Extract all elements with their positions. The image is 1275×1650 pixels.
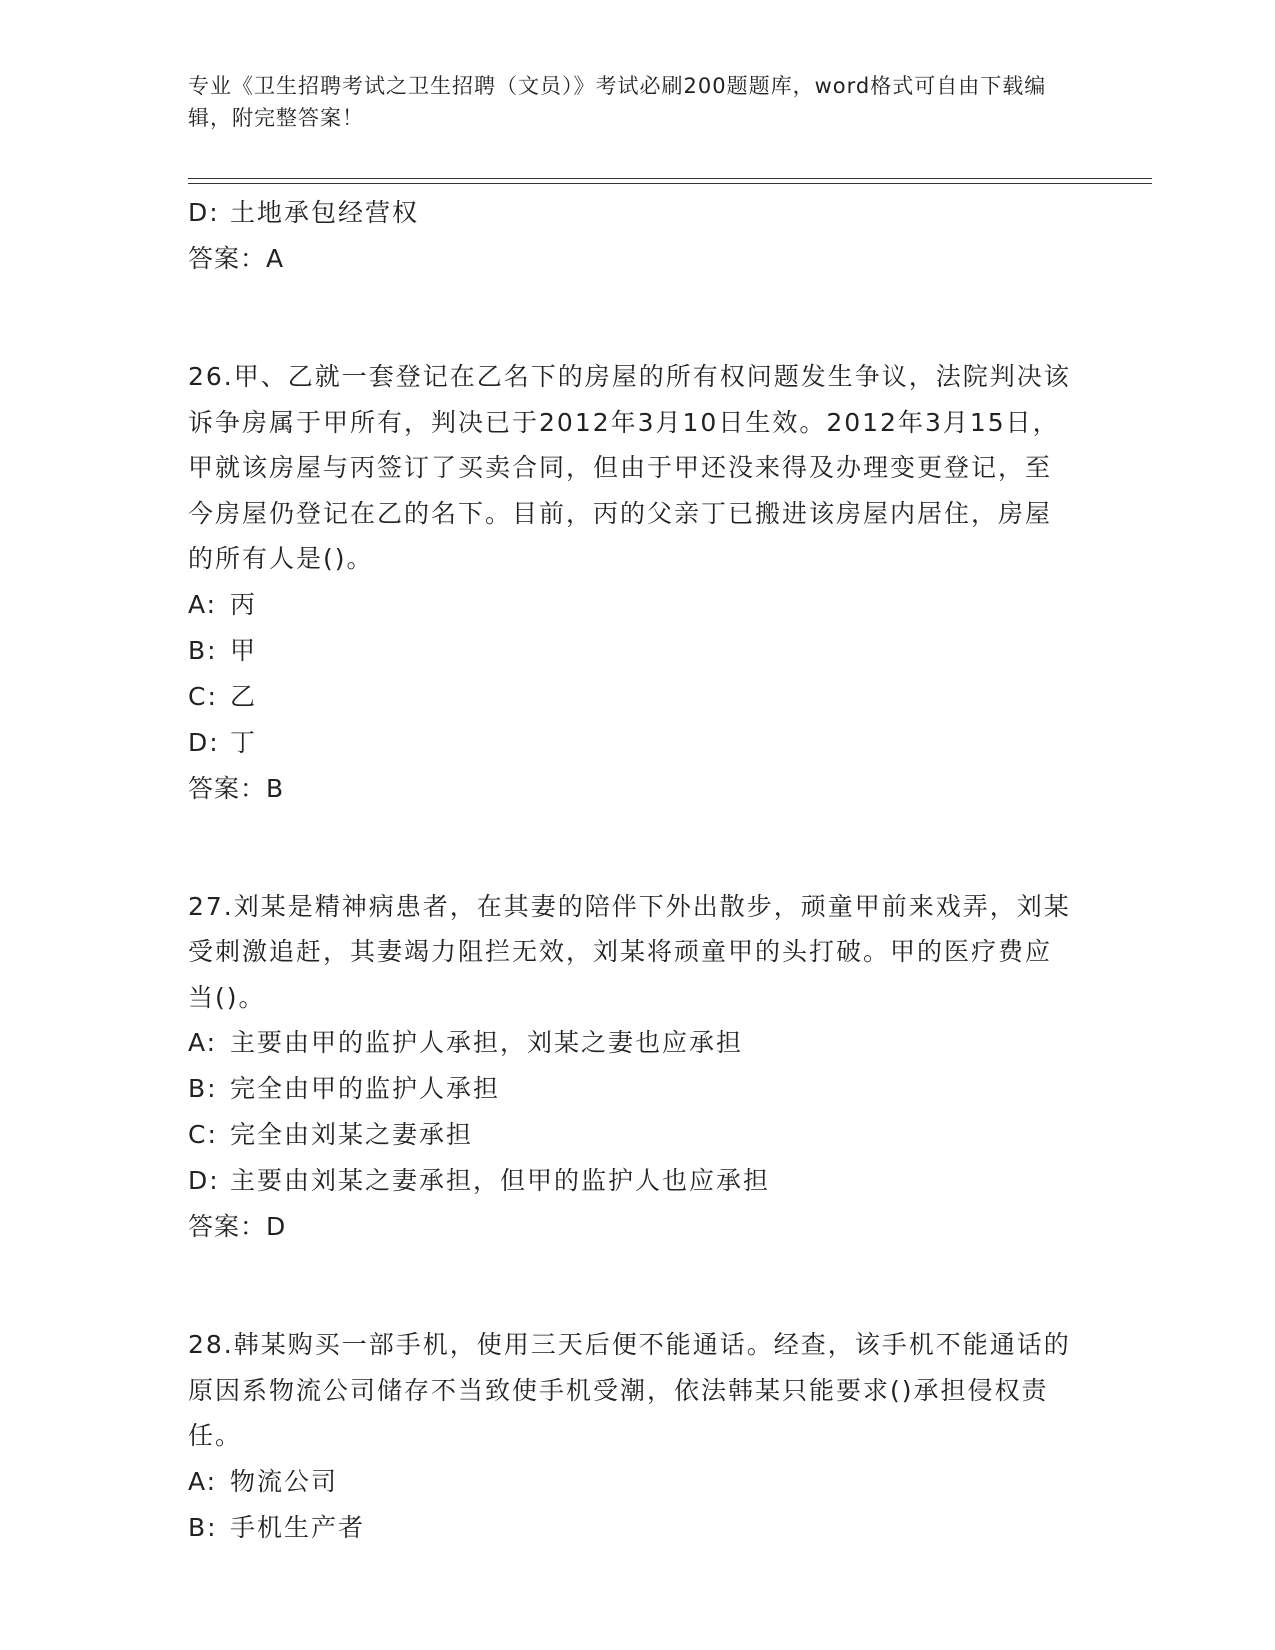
question-content: [188, 190, 1078, 1551]
question-27-option-a: [188, 1020, 1078, 1066]
option-label: B:: [188, 1512, 218, 1542]
option-text: 土地承包经营权: [230, 198, 420, 227]
option-text: 丙: [230, 589, 258, 619]
option-label: C:: [188, 1120, 218, 1149]
question-26-option-b: [188, 628, 1078, 674]
option-text: 主要由刘某之妻承担，但甲的监护人也应承担: [230, 1166, 771, 1195]
option-text: 甲: [230, 635, 258, 665]
question-26-stem: 26.甲、乙就一套登记在乙名下的房屋的所有权问题发生争议，法院判决该诉争房属于甲所有，判决已于2012年3月10日生效。2012年3月15日，甲就该房屋与丙签订了买卖合同，但由于甲还没来得及办理变更登记，至今房屋仍登记在乙的名下。目前，丙的父亲丁已搬进该房屋内居住，房屋的所有人是()。: [188, 362, 1071, 573]
question-26-answer: 答案：B: [188, 773, 285, 803]
option-d-previous: [188, 190, 1078, 236]
option-label: A:: [188, 1466, 218, 1496]
option-text: 主要由甲的监护人承担，刘某之妻也应承担: [230, 1028, 744, 1057]
question-26-option-d: [188, 720, 1078, 766]
option-text: 完全由甲的监护人承担: [230, 1074, 501, 1103]
question-27-answer: 答案：D: [188, 1212, 287, 1241]
option-label: B:: [188, 1074, 218, 1103]
option-label: B:: [188, 635, 218, 665]
question-28-option-b: [188, 1505, 1078, 1551]
option-label: D:: [188, 727, 220, 757]
header-rule-top: [188, 178, 1152, 179]
question-26-option-c: [188, 674, 1078, 720]
header-rule-bottom: [188, 183, 1152, 184]
option-label: A:: [188, 1028, 218, 1057]
question-27-stem: 27.刘某是精神病患者，在其妻的陪伴下外出散步，顽童甲前来戏弄，刘某受刺激追赶，其妻竭力阻拦无效，刘某将顽童甲的头打破。甲的医疗费应当()。: [188, 891, 1071, 1012]
option-label: A:: [188, 589, 218, 619]
question-28-stem: 28.韩某购买一部手机，使用三天后便不能通话。经查，该手机不能通话的原因系物流公司储存不当致使手机受潮，依法韩某只能要求()承担侵权责任。: [188, 1330, 1071, 1450]
option-label: D:: [188, 198, 220, 227]
option-text: 乙: [230, 681, 258, 711]
option-label: D:: [188, 1166, 220, 1195]
option-text: 完全由刘某之妻承担: [230, 1120, 474, 1149]
option-text: 物流公司: [230, 1466, 339, 1496]
question-27-option-c: [188, 1112, 1078, 1158]
option-text: 手机生产者: [230, 1512, 366, 1542]
question-28-option-a: [188, 1459, 1078, 1505]
question-27-option-b: [188, 1066, 1078, 1112]
answer-previous: 答案：A: [188, 244, 285, 273]
question-26-option-a: [188, 582, 1078, 628]
option-label: C:: [188, 681, 218, 711]
option-text: 丁: [230, 727, 258, 757]
page-header: 专业《卫生招聘考试之卫生招聘（文员）》考试必刷200题题库，word格式可自由下载编辑，附完整答案！: [188, 74, 1047, 130]
question-27-option-d: [188, 1158, 1078, 1204]
